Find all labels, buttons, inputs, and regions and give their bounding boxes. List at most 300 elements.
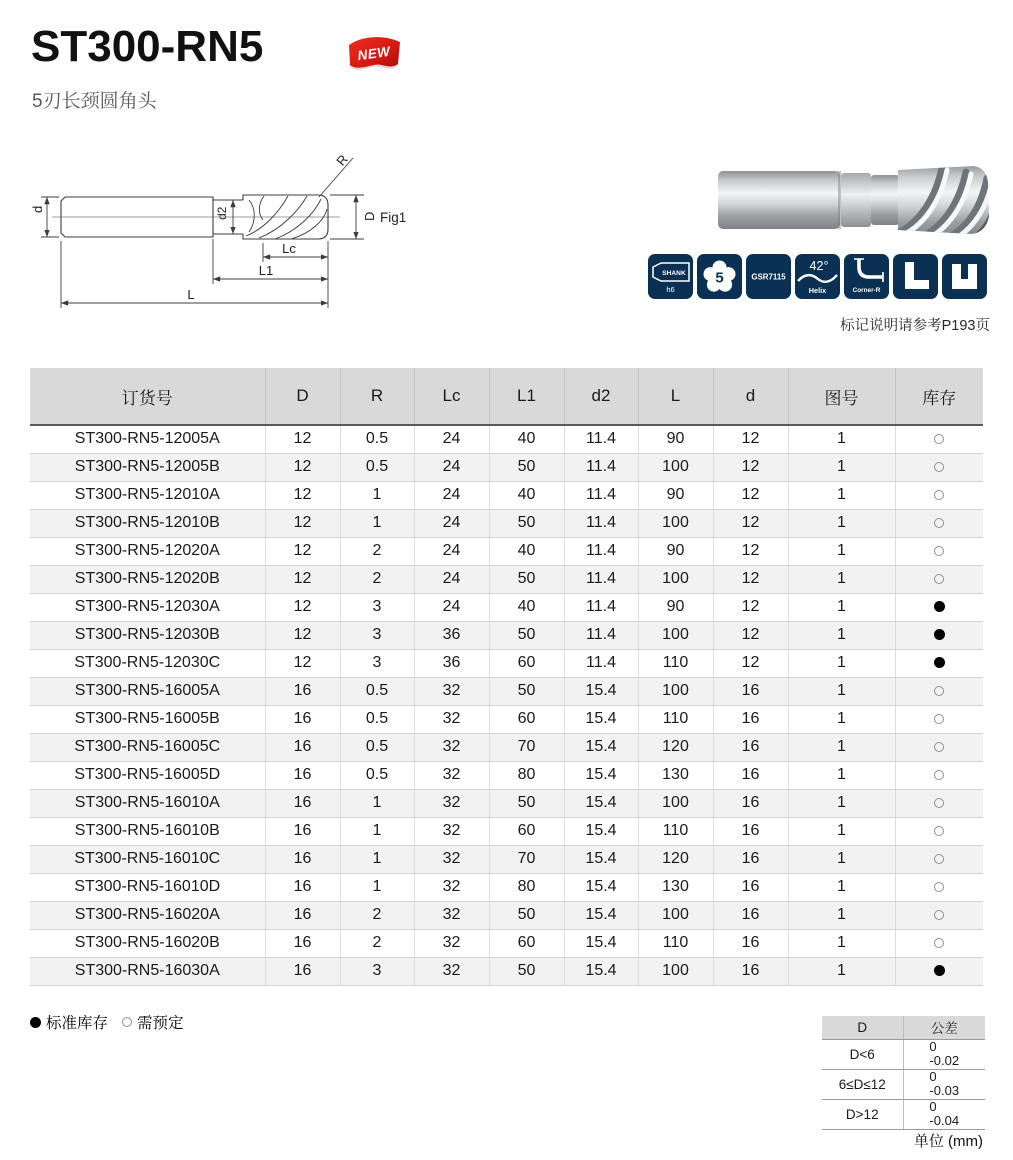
dim-label-L1: L1 xyxy=(258,263,274,278)
table-row xyxy=(30,649,983,677)
value-cell: 60 xyxy=(489,649,564,677)
value-cell: 15.4 xyxy=(564,929,638,957)
stock-cell xyxy=(895,425,983,453)
stock-hollow-icon xyxy=(934,910,944,920)
value-cell: 50 xyxy=(489,509,564,537)
value-cell: 120 xyxy=(638,845,713,873)
value-cell: 32 xyxy=(414,929,489,957)
value-cell: 32 xyxy=(414,845,489,873)
value-cell: 16 xyxy=(265,761,340,789)
value-cell: 11.4 xyxy=(564,509,638,537)
value-cell: 32 xyxy=(414,957,489,985)
value-cell: 16 xyxy=(713,817,788,845)
tol-range-cell: 6≤D≤12 xyxy=(822,1069,903,1099)
tol-value-cell: 0 -0.03 xyxy=(903,1069,985,1099)
value-cell: 11.4 xyxy=(564,481,638,509)
unit-note: 单位 (mm) xyxy=(913,1133,983,1150)
order-number-cell: ST300-RN5-16020A xyxy=(30,901,265,929)
stock-cell xyxy=(895,957,983,985)
value-cell: 24 xyxy=(414,425,489,453)
stock-hollow-icon xyxy=(934,770,944,780)
col-header-fig-no: 图号 xyxy=(788,368,895,425)
dim-label-D: D xyxy=(362,211,377,221)
stock-hollow-icon xyxy=(122,1017,132,1027)
value-cell: 80 xyxy=(489,873,564,901)
tolerance-row xyxy=(822,1069,985,1099)
value-cell: 1 xyxy=(788,593,895,621)
order-number-cell: ST300-RN5-12030A xyxy=(30,593,265,621)
value-cell: 100 xyxy=(638,789,713,817)
stock-hollow-icon xyxy=(934,826,944,836)
col-header-stock: 库存 xyxy=(895,368,983,425)
svg-text:GSR7115: GSR7115 xyxy=(751,272,786,282)
value-cell: 15.4 xyxy=(564,901,638,929)
value-cell: 15.4 xyxy=(564,845,638,873)
value-cell: 1 xyxy=(340,873,414,901)
value-cell: 11.4 xyxy=(564,565,638,593)
value-cell: 100 xyxy=(638,677,713,705)
value-cell: 0.5 xyxy=(340,705,414,733)
table-row xyxy=(30,481,983,509)
page-subtitle: 5刃长颈圆角头 xyxy=(32,91,157,112)
value-cell: 1 xyxy=(788,677,895,705)
value-cell: 90 xyxy=(638,481,713,509)
value-cell: 60 xyxy=(489,929,564,957)
value-cell: 1 xyxy=(788,845,895,873)
stock-cell xyxy=(895,537,983,565)
value-cell: 50 xyxy=(489,621,564,649)
value-cell: 24 xyxy=(414,509,489,537)
value-cell: 50 xyxy=(489,957,564,985)
stock-hollow-icon xyxy=(934,686,944,696)
value-cell: 120 xyxy=(638,733,713,761)
value-cell: 60 xyxy=(489,705,564,733)
order-number-cell: ST300-RN5-16005B xyxy=(30,705,265,733)
table-row xyxy=(30,565,983,593)
value-cell: 32 xyxy=(414,761,489,789)
svg-text:NEW: NEW xyxy=(356,43,392,64)
stock-cell xyxy=(895,761,983,789)
svg-text:42°: 42° xyxy=(809,259,829,273)
order-number-cell: ST300-RN5-16005C xyxy=(30,733,265,761)
value-cell: 40 xyxy=(489,481,564,509)
value-cell: 11.4 xyxy=(564,649,638,677)
value-cell: 1 xyxy=(340,789,414,817)
tolerance-header-row xyxy=(822,1016,985,1039)
tol-range-cell: D>12 xyxy=(822,1099,903,1129)
stock-cell xyxy=(895,733,983,761)
value-cell: 32 xyxy=(414,733,489,761)
stock-cell xyxy=(895,593,983,621)
dim-label-d: d xyxy=(30,205,45,213)
value-cell: 2 xyxy=(340,901,414,929)
value-cell: 12 xyxy=(265,453,340,481)
value-cell: 32 xyxy=(414,901,489,929)
table-row xyxy=(30,453,983,481)
value-cell: 2 xyxy=(340,537,414,565)
value-cell: 100 xyxy=(638,957,713,985)
order-number-cell: ST300-RN5-16010D xyxy=(30,873,265,901)
value-cell: 15.4 xyxy=(564,817,638,845)
helix-angle-icon xyxy=(795,254,840,299)
value-cell: 90 xyxy=(638,593,713,621)
tolerance-row xyxy=(822,1099,985,1129)
value-cell: 40 xyxy=(489,593,564,621)
new-badge-icon xyxy=(343,32,405,78)
value-cell: 1 xyxy=(788,565,895,593)
value-cell: 11.4 xyxy=(564,425,638,453)
table-row xyxy=(30,509,983,537)
col-header-d: d xyxy=(713,368,788,425)
value-cell: 12 xyxy=(265,425,340,453)
col-header-L: L xyxy=(638,368,713,425)
value-cell: 1 xyxy=(788,453,895,481)
col-header-order-number: 订货号 xyxy=(30,368,265,425)
value-cell: 12 xyxy=(713,565,788,593)
value-cell: 50 xyxy=(489,901,564,929)
col-header-d2: d2 xyxy=(564,368,638,425)
l-shape-icon xyxy=(893,254,938,299)
value-cell: 15.4 xyxy=(564,761,638,789)
value-cell: 1 xyxy=(788,789,895,817)
value-cell: 50 xyxy=(489,677,564,705)
dim-label-L: L xyxy=(187,287,195,302)
value-cell: 11.4 xyxy=(564,453,638,481)
stock-cell xyxy=(895,677,983,705)
value-cell: 60 xyxy=(489,817,564,845)
svg-text:Helix: Helix xyxy=(808,286,827,295)
value-cell: 1 xyxy=(340,845,414,873)
stock-cell xyxy=(895,509,983,537)
value-cell: 12 xyxy=(265,621,340,649)
value-cell: 12 xyxy=(713,453,788,481)
order-number-cell: ST300-RN5-16030A xyxy=(30,957,265,985)
value-cell: 3 xyxy=(340,649,414,677)
stock-cell xyxy=(895,817,983,845)
value-cell: 15.4 xyxy=(564,873,638,901)
value-cell: 11.4 xyxy=(564,593,638,621)
value-cell: 40 xyxy=(489,425,564,453)
value-cell: 15.4 xyxy=(564,733,638,761)
stock-hollow-icon xyxy=(934,490,944,500)
order-number-cell: ST300-RN5-16005D xyxy=(30,761,265,789)
table-row xyxy=(30,929,983,957)
stock-hollow-icon xyxy=(934,518,944,528)
value-cell: 11.4 xyxy=(564,537,638,565)
value-cell: 130 xyxy=(638,761,713,789)
value-cell: 12 xyxy=(713,649,788,677)
value-cell: 0.5 xyxy=(340,677,414,705)
tol-range-cell: D<6 xyxy=(822,1039,903,1069)
spec-table-header-row xyxy=(30,368,983,425)
value-cell: 16 xyxy=(713,929,788,957)
stock-hollow-icon xyxy=(934,742,944,752)
value-cell: 32 xyxy=(414,789,489,817)
value-cell: 11.4 xyxy=(564,621,638,649)
value-cell: 12 xyxy=(265,649,340,677)
stock-legend xyxy=(30,1011,184,1033)
stock-filled-icon xyxy=(934,629,945,640)
stock-cell xyxy=(895,649,983,677)
stock-filled-icon xyxy=(934,601,945,612)
value-cell: 16 xyxy=(713,789,788,817)
value-cell: 0.5 xyxy=(340,425,414,453)
value-cell: 1 xyxy=(340,817,414,845)
value-cell: 12 xyxy=(713,481,788,509)
value-cell: 90 xyxy=(638,537,713,565)
table-row xyxy=(30,845,983,873)
order-number-cell: ST300-RN5-16005A xyxy=(30,677,265,705)
table-row xyxy=(30,957,983,985)
value-cell: 12 xyxy=(265,593,340,621)
value-cell: 16 xyxy=(265,817,340,845)
value-cell: 16 xyxy=(265,677,340,705)
value-cell: 2 xyxy=(340,929,414,957)
value-cell: 0.5 xyxy=(340,453,414,481)
value-cell: 12 xyxy=(713,425,788,453)
stock-filled-icon xyxy=(934,657,945,668)
tol-value-cell: 0 -0.04 xyxy=(903,1099,985,1129)
value-cell: 24 xyxy=(414,453,489,481)
value-cell: 32 xyxy=(414,873,489,901)
value-cell: 32 xyxy=(414,817,489,845)
value-cell: 110 xyxy=(638,817,713,845)
svg-text:Corner-R: Corner-R xyxy=(852,287,881,294)
value-cell: 1 xyxy=(788,537,895,565)
spec-table xyxy=(30,368,983,986)
product-photo xyxy=(712,158,997,243)
stock-hollow-icon xyxy=(934,462,944,472)
value-cell: 3 xyxy=(340,593,414,621)
stock-hollow-icon xyxy=(934,798,944,808)
order-number-cell: ST300-RN5-16010A xyxy=(30,789,265,817)
series-code-icon xyxy=(746,254,791,299)
value-cell: 1 xyxy=(788,761,895,789)
value-cell: 100 xyxy=(638,621,713,649)
order-number-cell: ST300-RN5-12010B xyxy=(30,509,265,537)
stock-cell xyxy=(895,481,983,509)
stock-cell xyxy=(895,929,983,957)
value-cell: 12 xyxy=(265,481,340,509)
stock-hollow-icon xyxy=(934,938,944,948)
value-cell: 16 xyxy=(265,733,340,761)
value-cell: 16 xyxy=(265,705,340,733)
value-cell: 100 xyxy=(638,901,713,929)
order-number-cell: ST300-RN5-16010C xyxy=(30,845,265,873)
value-cell: 1 xyxy=(788,873,895,901)
order-number-cell: ST300-RN5-16020B xyxy=(30,929,265,957)
dim-label-Lc: Lc xyxy=(282,241,296,256)
order-number-cell: ST300-RN5-12005B xyxy=(30,453,265,481)
value-cell: 16 xyxy=(713,873,788,901)
col-header-D: D xyxy=(265,368,340,425)
legend-hollow-label: 需预定 xyxy=(137,1015,184,1032)
value-cell: 32 xyxy=(414,677,489,705)
value-cell: 1 xyxy=(788,481,895,509)
stock-hollow-icon xyxy=(934,574,944,584)
stock-hollow-icon xyxy=(934,854,944,864)
stock-cell xyxy=(895,453,983,481)
value-cell: 1 xyxy=(788,817,895,845)
spec-table-body xyxy=(30,425,983,985)
dim-label-R: R xyxy=(333,151,351,169)
order-number-cell: ST300-RN5-12005A xyxy=(30,425,265,453)
value-cell: 16 xyxy=(265,929,340,957)
value-cell: 15.4 xyxy=(564,677,638,705)
table-row xyxy=(30,789,983,817)
table-row xyxy=(30,873,983,901)
value-cell: 12 xyxy=(265,509,340,537)
page-title: ST300-RN5 xyxy=(31,22,264,71)
value-cell: 1 xyxy=(788,733,895,761)
tolerance-table xyxy=(822,1016,985,1130)
value-cell: 24 xyxy=(414,537,489,565)
value-cell: 1 xyxy=(788,649,895,677)
value-cell: 24 xyxy=(414,593,489,621)
corner-r-icon xyxy=(844,254,889,299)
value-cell: 16 xyxy=(265,957,340,985)
tol-value-cell: 0 -0.02 xyxy=(903,1039,985,1069)
table-row xyxy=(30,817,983,845)
svg-text:SHANK: SHANK xyxy=(662,270,686,277)
svg-text:h6: h6 xyxy=(666,285,675,294)
value-cell: 12 xyxy=(265,565,340,593)
value-cell: 2 xyxy=(340,565,414,593)
tol-col-header-D: D xyxy=(822,1016,903,1039)
stock-cell xyxy=(895,901,983,929)
value-cell: 12 xyxy=(713,537,788,565)
stock-filled-icon xyxy=(30,1017,41,1028)
stock-cell xyxy=(895,621,983,649)
value-cell: 110 xyxy=(638,705,713,733)
value-cell: 90 xyxy=(638,425,713,453)
tol-col-header-tolerance: 公差 xyxy=(903,1016,985,1039)
table-row xyxy=(30,593,983,621)
value-cell: 130 xyxy=(638,873,713,901)
order-number-cell: ST300-RN5-12020B xyxy=(30,565,265,593)
value-cell: 110 xyxy=(638,649,713,677)
table-row xyxy=(30,537,983,565)
shank-h6-icon xyxy=(648,254,693,299)
tolerance-row xyxy=(822,1039,985,1069)
value-cell: 16 xyxy=(713,761,788,789)
value-cell: 3 xyxy=(340,957,414,985)
value-cell: 70 xyxy=(489,733,564,761)
value-cell: 1 xyxy=(788,929,895,957)
value-cell: 110 xyxy=(638,929,713,957)
value-cell: 1 xyxy=(788,901,895,929)
feature-icon-row xyxy=(648,254,987,299)
table-row xyxy=(30,761,983,789)
value-cell: 24 xyxy=(414,481,489,509)
value-cell: 15.4 xyxy=(564,957,638,985)
value-cell: 1 xyxy=(340,509,414,537)
col-header-L1: L1 xyxy=(489,368,564,425)
value-cell: 100 xyxy=(638,565,713,593)
value-cell: 16 xyxy=(713,677,788,705)
value-cell: 36 xyxy=(414,649,489,677)
fig-label: Fig1 xyxy=(380,210,407,225)
value-cell: 12 xyxy=(713,593,788,621)
stock-filled-icon xyxy=(934,965,945,976)
value-cell: 50 xyxy=(489,565,564,593)
value-cell: 1 xyxy=(788,621,895,649)
stock-cell xyxy=(895,873,983,901)
stock-hollow-icon xyxy=(934,714,944,724)
value-cell: 50 xyxy=(489,453,564,481)
value-cell: 16 xyxy=(265,901,340,929)
dim-label-d2: d2 xyxy=(215,206,229,220)
value-cell: 1 xyxy=(788,425,895,453)
value-cell: 32 xyxy=(414,705,489,733)
value-cell: 12 xyxy=(265,537,340,565)
marking-reference-note: 标记说明请参考P193页 xyxy=(840,318,990,334)
stock-hollow-icon xyxy=(934,434,944,444)
value-cell: 16 xyxy=(713,733,788,761)
value-cell: 1 xyxy=(340,481,414,509)
value-cell: 40 xyxy=(489,537,564,565)
stock-hollow-icon xyxy=(934,546,944,556)
value-cell: 50 xyxy=(489,789,564,817)
value-cell: 0.5 xyxy=(340,761,414,789)
value-cell: 100 xyxy=(638,509,713,537)
value-cell: 15.4 xyxy=(564,789,638,817)
table-row xyxy=(30,901,983,929)
flute-count-icon xyxy=(697,254,742,299)
value-cell: 100 xyxy=(638,453,713,481)
stock-cell xyxy=(895,565,983,593)
order-number-cell: ST300-RN5-12010A xyxy=(30,481,265,509)
legend-filled-label: 标准库存 xyxy=(46,1015,109,1032)
value-cell: 3 xyxy=(340,621,414,649)
stock-cell xyxy=(895,705,983,733)
value-cell: 70 xyxy=(489,845,564,873)
stock-hollow-icon xyxy=(934,882,944,892)
value-cell: 80 xyxy=(489,761,564,789)
table-row xyxy=(30,621,983,649)
table-row xyxy=(30,677,983,705)
dimension-diagram xyxy=(28,148,448,318)
value-cell: 16 xyxy=(265,873,340,901)
table-row xyxy=(30,733,983,761)
table-row xyxy=(30,425,983,453)
value-cell: 1 xyxy=(788,509,895,537)
value-cell: 16 xyxy=(265,845,340,873)
order-number-cell: ST300-RN5-16010B xyxy=(30,817,265,845)
value-cell: 36 xyxy=(414,621,489,649)
value-cell: 24 xyxy=(414,565,489,593)
value-cell: 1 xyxy=(788,705,895,733)
value-cell: 15.4 xyxy=(564,705,638,733)
table-row xyxy=(30,705,983,733)
value-cell: 0.5 xyxy=(340,733,414,761)
u-shape-icon xyxy=(942,254,987,299)
order-number-cell: ST300-RN5-12030C xyxy=(30,649,265,677)
col-header-Lc: Lc xyxy=(414,368,489,425)
value-cell: 16 xyxy=(713,845,788,873)
value-cell: 12 xyxy=(713,621,788,649)
svg-text:5: 5 xyxy=(715,269,724,287)
order-number-cell: ST300-RN5-12020A xyxy=(30,537,265,565)
value-cell: 16 xyxy=(713,957,788,985)
value-cell: 16 xyxy=(713,901,788,929)
value-cell: 12 xyxy=(713,509,788,537)
value-cell: 16 xyxy=(265,789,340,817)
order-number-cell: ST300-RN5-12030B xyxy=(30,621,265,649)
value-cell: 16 xyxy=(713,705,788,733)
stock-cell xyxy=(895,845,983,873)
col-header-R: R xyxy=(340,368,414,425)
